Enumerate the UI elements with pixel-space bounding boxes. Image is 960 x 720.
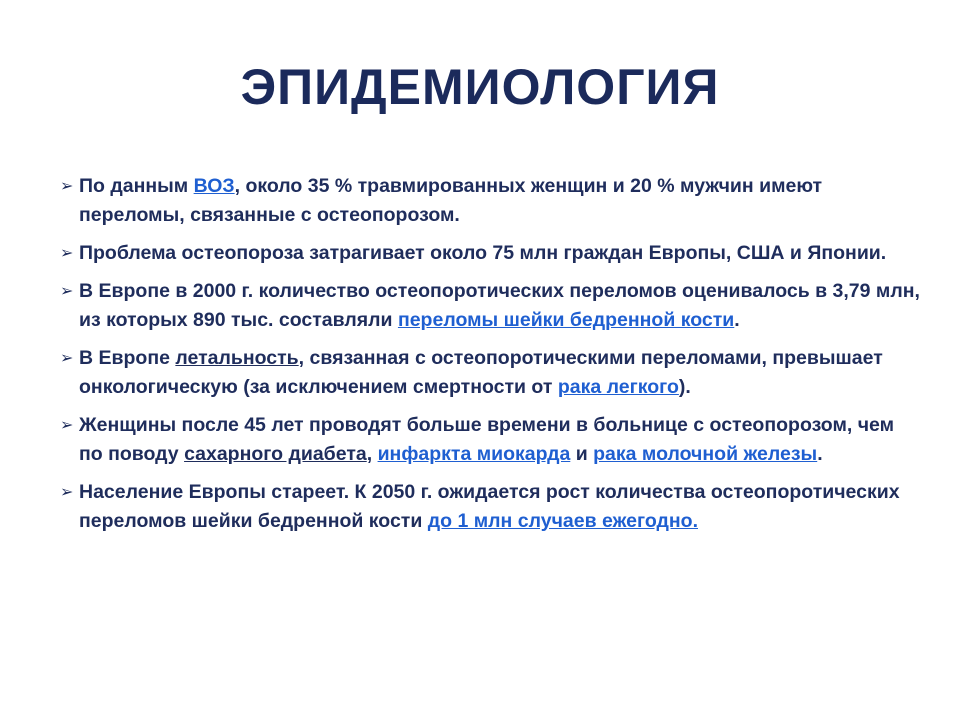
bullet-text: Население Европы стареет. К 2050 г. ожидается рост количества остеопоротических переломов шейки бедренной кости: [79, 481, 900, 532]
bullet-item: [60, 277, 920, 335]
bullet-item: [60, 411, 920, 469]
bullet-link[interactable]: летальность: [175, 347, 299, 369]
bullet-link[interactable]: рака молочной железы: [593, 443, 818, 465]
bullet-link[interactable]: переломы шейки бедренной кости: [397, 309, 735, 331]
bullet-text: В Европе: [79, 347, 176, 369]
bullet-link[interactable]: рака легкого: [557, 376, 679, 398]
bullet-link[interactable]: до 1 млн случаев ежегодно.: [427, 510, 698, 532]
bullet-list: [60, 172, 920, 545]
bullet-text: По данным: [79, 175, 194, 197]
bullet-text: , связанная с остеопоротическими переломами, превышает онкологическую (за исключением смертности от: [79, 347, 883, 398]
bullet-item: [60, 172, 920, 230]
arrow-bullet-icon: ➢: [60, 350, 74, 367]
arrow-bullet-icon: ➢: [60, 417, 74, 434]
bullet-text: .: [734, 309, 740, 331]
bullet-item: [60, 344, 920, 402]
arrow-bullet-icon: ➢: [60, 178, 74, 195]
bullet-text: В Европе в 2000 г. количество остеопоротических переломов оценивалось в 3,79 млн, из которых 890 тыс. составляли: [79, 280, 920, 331]
bullet-text: , около 35 % травмированных женщин и 20 % мужчин имеют переломы, связанные с остеопорозом.: [79, 175, 823, 226]
bullet-text: ).: [678, 376, 691, 398]
bullet-link[interactable]: ВОЗ: [193, 175, 235, 197]
arrow-bullet-icon: ➢: [60, 484, 74, 501]
arrow-bullet-icon: ➢: [60, 283, 74, 300]
bullet-text: Проблема остеопороза затрагивает около 75 млн граждан Европы, США и Японии.: [79, 242, 887, 264]
bullet-text: .: [817, 443, 823, 465]
bullet-item: [60, 478, 920, 536]
bullet-link[interactable]: инфаркта миокарда: [377, 443, 571, 465]
bullet-text: ,: [366, 443, 378, 465]
slide-title: ЭПИДЕМИОЛОГИЯ: [240, 59, 720, 115]
arrow-bullet-icon: ➢: [60, 245, 74, 262]
bullet-text: Женщины после 45 лет проводят больше времени в больнице с остеопорозом, чем по поводу: [79, 414, 895, 465]
bullet-link[interactable]: сахарного диабета: [184, 443, 367, 465]
bullet-text: и: [570, 443, 594, 465]
bullet-item: [60, 239, 920, 268]
